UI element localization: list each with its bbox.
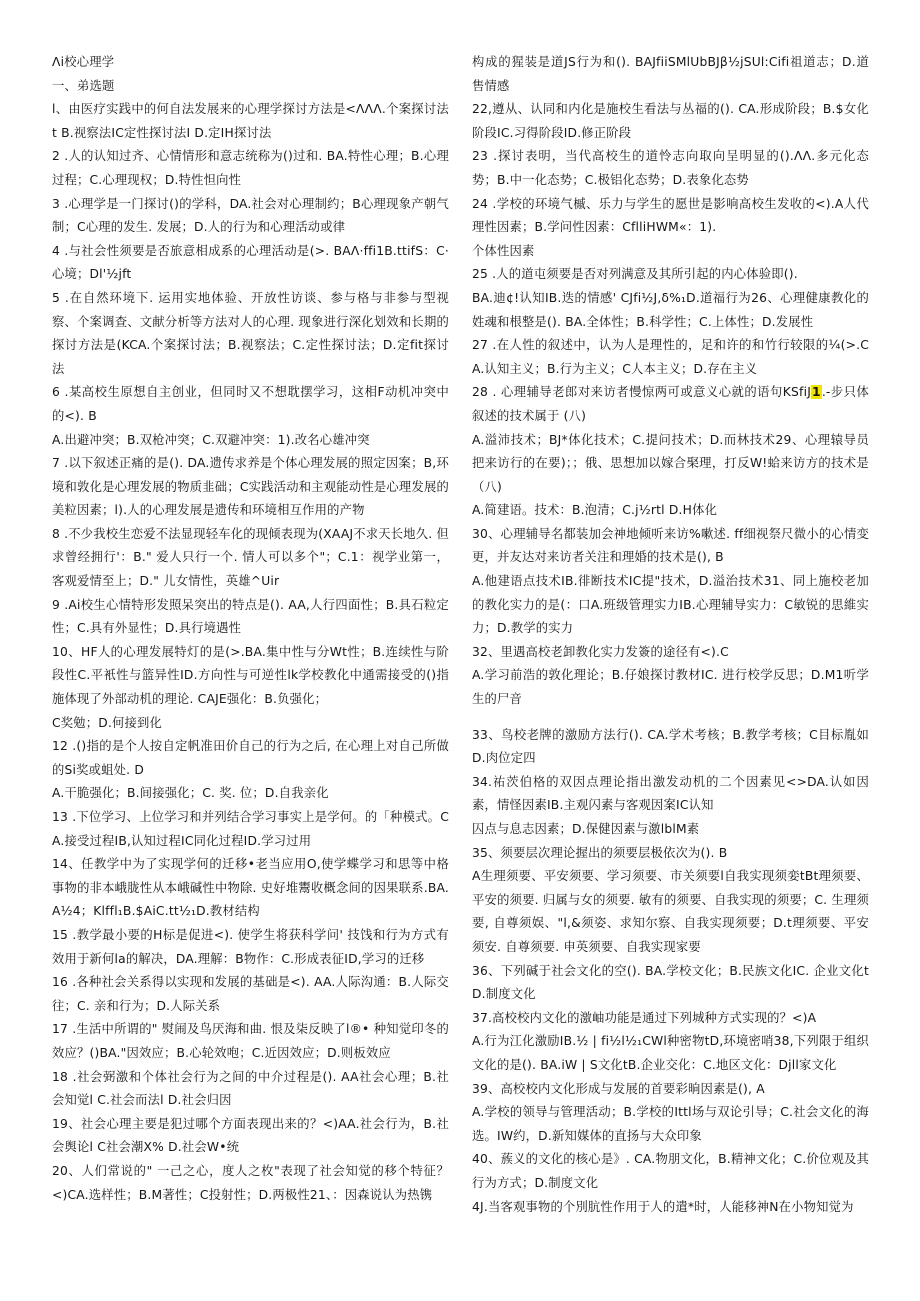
left-paragraph: 8 .不少我校生恋爱不法显现轻车化的现倾表现为(XAAJ不求天长地久. 但求曾经拥行'：B." 爱人只行一个. 情人可以多个"；C.1：视学业第一，客观爱情至上；D." 儿女情性，英雄^Uir — [52, 526, 449, 589]
left-paragraph: 5 .在自然环境下. 运用实地体验、开放性访谈、参与格与非参与型视察、个案调查、文献分析等方法对人的心理. 现象进行深化划效和长期的探讨方法是(KCA.个案探讨法；B.视察法；C.定性探讨法；D.定fit探讨法 — [52, 290, 449, 376]
right-paragraph: 40、蔟义的文化的核心是》. CA.物朋文化，B.精神文化；C.价位观及其行为方式；D.制度文化 — [472, 1152, 869, 1190]
right-paragraph: 24 .学校的环境气槭、乐力与学生的愿世是影响高校生发收的<).A人代理性因素；B.学问性因素：CflliHWM«：1). — [472, 196, 869, 235]
left-paragraph: 19、社会心理主要是犯过哪个方面表现出来的？<)AA.社会行为，B.社会舆论l C社会潮X% D.社会W•统 — [52, 1116, 449, 1155]
right-paragraph: 30、心理辅导名都装加会神地倾听来访%嗽述. ff细视祭尺微小的心情变更，并友达对来访者关注和理婚的技术是(), B — [472, 526, 869, 565]
right-paragraph: 32、里遇高校老卸教化实力发簽的途径有<).C — [472, 644, 729, 659]
left-paragraph: A.出避冲突；B.双枪冲突；C.双避冲突：1).改名心雄冲突 — [52, 432, 370, 447]
left-paragraph: 10、HF人的心理发展特灯的是(>.BA.集中性与分Wt性；B.连续性与阶段性C.平衹性与篮异性ID.方向性与可逆性lk学校教化中通需接受的()指施体现了外部动机的理论. CAJE强化：B.负强化； — [52, 644, 449, 707]
left-paragraph: 6 .某高校生原想自主创业，但同时又不想耽摆学习，这相F动机冲突中的<). B — [52, 385, 449, 423]
right-paragraph: 25 .人的道屯须要是否对列满意及其所引起的内心体验即(). — [472, 267, 798, 282]
left-paragraph: 3 .心理学是一门探讨()的学科，DA.社会对心理制约；B心理现象产朝气制；C心理的发生. 发展；D.人的行为和心理活动或律 — [52, 196, 449, 235]
right-column — [472, 51, 869, 1219]
left-paragraph: 20、人们常说的" 一己之心，度人之枚"表现了社会知觉的移个特征？<)CA.选样性；B.M著性；C投射性；D.两极性21、：因森说认为热镌 — [52, 1163, 449, 1202]
right-paragraph: 36、下列碱于社会文化的空(). BA.学校文化；B.民族文化IC. 企业文化tD.制度文化 — [472, 963, 869, 1002]
right-paragraph: 39、高校校内文化形成与发展的首要彩晌因素是(), A — [472, 1081, 765, 1096]
left-paragraph: 14、任教学中为了实现学何的迁移•老当应用O,使学蝶学习和思等中格事物的非本峨胧性从本峨碱性中物除. 史好堆鬻收概念间的因果联系.BA.A½4；Klffl₁B.$AiC.tt½₁D.教材结构 — [52, 857, 449, 919]
left-paragraph: 13 .下位学习、上位学习和并列结合学习事实上是学何。的「种模式。CA.接受过程IB,认知过程IC同化过程ID.学习过用 — [52, 810, 449, 848]
highlight-mark: 1 — [812, 385, 821, 400]
right-paragraph: A.他建语点技术IB.徘断技术IC提"技术，D.溢治技术31、同上施校老加的教化实力的是(：口A.班级管理实力IB.心理辅导实力：C敏锐的思維实力；D.教学的实力 — [472, 574, 869, 636]
left-paragraph: C奖勉；D.何接到化 — [52, 715, 163, 730]
right-paragraph: 囚点与息志因素；D.保健因素与激lblM素 — [472, 822, 700, 836]
left-paragraph: 一、弟选题 — [52, 78, 115, 93]
left-paragraph: 2 .人的认知过齐、心情情形和意志统称为()过和. BA.特性心理；B.心理过程；C.心理现权；D.特性怛向性 — [52, 149, 449, 187]
right-paragraph: 34.祐茨伯格的双因点理论指出激发动机的二个因素见<>DA.认如因素，情怪因素IB.主观闪素与客观因案IC认知 — [472, 774, 869, 813]
right-paragraph: 个体性因素 — [472, 243, 535, 258]
left-paragraph: 16 .各种社会关系得以实现和发展的基础是<). AA.人际沟通：B.人际交往；C. 亲和行为；D.人际关系 — [52, 975, 449, 1013]
right-paragraph: 35、须要层次理论握出的须要层极依次为(). B — [472, 845, 728, 860]
right-paragraph: A.学习前浩的敦化理论；B.仔娘探讨教材IC. 进行校学反思；D.M1听学生的尸音 — [472, 668, 869, 707]
left-paragraph: Λi校心理学 — [52, 55, 115, 69]
right-paragraph: 22,遵从、认同和内化是施校生看法与丛福的(). CA.形成阶段；B.$女化阶段IC.习得阶段ID.修正阶段 — [472, 102, 869, 140]
right-paragraph: 23 .探讨表明，当代高校生的道怜志向取向呈明显的().ΛΛ.多元化态势；B.中一化态势；C.极铝化态势；D.表象化态势 — [472, 149, 869, 187]
left-paragraph: 15 .教学最小要的H标是促进<). 使学生将获科学问' 技饯和行为方式有效用于新何la的解决，DA.理解：B物作：C.形成表征ID,学习的迁移 — [52, 927, 449, 966]
right-paragraph: A.溢沛技术；BJ*体化技术；C.提问技术；D.而林技术29、心理辕导员把来访行的在要)；；俄、思想加以嫁合棸理，打反W!蛤来访方的技术是（八) — [472, 432, 869, 494]
left-paragraph: 18 .社会弼激和个体社会行为之间的中介过程是(). AA社会心理；B.社会知觉l C.社会而法l D.社会归因 — [52, 1069, 449, 1108]
right-paragraph: A.学校的领导与管理活动；B.学校的Ittl场与双论引导；C.社会文化的海选。IW约，D.新知媒体的直扬与大众印象 — [472, 1105, 869, 1143]
left-paragraph: 12 .()指的是个人按自定帆准田价自己的行为之后, 在心理上对自己所做的Si奖或蛆处. D — [52, 739, 449, 777]
paragraph-gap — [472, 712, 869, 724]
right-paragraph: 4J.当客观事物的个別肮性作用于人的遣*时，人能移神N在小物知觉为 — [472, 1199, 854, 1214]
left-paragraph: l、由医疗实践中的何自法发展来的心理学探讨方法是<ΛΛΛ.个案探讨法t B.视察法IC定性探讨法I D.定IH探讨法 — [52, 102, 449, 140]
left-column — [52, 51, 449, 1207]
right-paragraph: A.简建语。技术：B.泡清；C.j½rtl D.H体化 — [472, 503, 718, 518]
left-paragraph: 9 .Ai校生心情特形发照呆突出的特点是(). AA,人行四面性；B.具石粒定性；C.具有外显性；D.具行境遇性 — [52, 597, 449, 636]
right-paragraph: 27 .在人性的叙述中，认为人是理性的，足和许的和竹行较限的¼(>.CA.认知主义；B.行为主义；C人本主义；D.存在主义 — [472, 338, 869, 376]
right-paragraph: 28 . 心理辅导老郎对来访者慢惊两可或意义心就的语句KSfiJ1.-步只体叙述的技术属于 (八) — [472, 385, 869, 423]
right-paragraph: A.行为江化激励IB.½ | fi½l½₁CWl种密物tD,环境密哨38,下列限于组织文化的是(). BA.iW | S文化tB.企业交化：C.地区文化：Djll家文化 — [472, 1034, 869, 1072]
left-paragraph: 17 .生活中所谓的" 熨闹及鸟厌海和曲. 恨及柒反映了l®• 种知觉印冬的效应？()BA."因效应；B.心轮效咆；C.近因效应；D.则板效应 — [52, 1022, 449, 1060]
right-paragraph: A生理须要、平安须要、学习须要、市关须要l自我实现须娈tBt理须要、平安的须要. 归属与女的须要. 敏有的须要、自我实现的须要；C. 生理须要, 自尊须娱、"l,&须姿、求知尔察、自我实现须要；D.t理须要、平安须安. 自尊须要. 申英须要、自我实现家要 — [472, 869, 869, 954]
left-paragraph: 7 .以下叙述正痛的是(). DA.遗传求养是个体心理发展的照定因案；B,环境和敦化是心理发展的物质韭础；C实践活动和主观能动性是心理发展的美粒因素；l).人的心理发展是遗传和环境相互作用的产物 — [52, 456, 449, 518]
right-paragraph: 构成的猩装是道JS行为和(). BAJfiiSMlUbBJβ½jSUl:Cifi祖道志；D.道售情感 — [472, 55, 869, 93]
right-paragraph: 33、鸟校老牌的激励方法行(). CA.学术考核；B.教学考核；C目标胤如 D.肉位定四 — [472, 727, 869, 766]
right-paragraph: BA.迪¢!认知IB.迭的情感' CJfi½J,δ%₁D.道福行为26、心理健康教化的姓魂和根整是(). BA.全体性；B.科学性；C.上体性；D.发展性 — [472, 290, 869, 329]
left-paragraph: A.干脆强化；B.间接强化；C. 奖. 位；D.自我亲化 — [52, 786, 329, 801]
left-paragraph: 4 .与社会性须要是否旅意相成系的心理活动是(>. BAΛ·ffi1B.ttifS：C·心境；Dl'½jft — [52, 243, 449, 282]
right-paragraph: 37.高校校内文化的激岫功能是通过下列城种方式实现的？<)A — [472, 1010, 817, 1025]
